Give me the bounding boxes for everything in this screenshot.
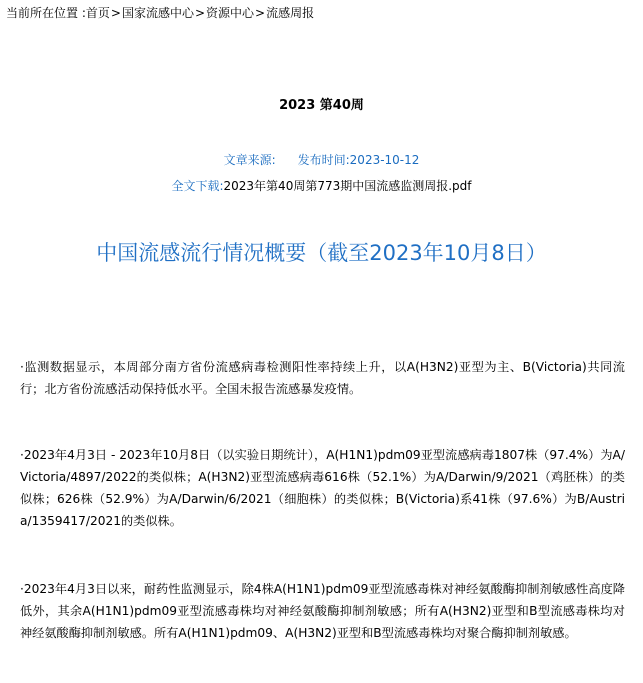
summary-paragraph-resistance: ·2023年4月3日以来，耐药性监测显示，除4株A(H1N1)pdm09亚型流感毒株对神经氨酸酶抑制剂敏感性高度降低外，其余A(H1N1)pdm09亚型流感毒株均对神经氨酸酶抑制剂敏感；所有A(H3N2)亚型和B型流感毒株均对神经氨酸酶抑制剂敏感。所有A(H1N1)pdm09、A(H3N2)亚型和B型流感毒株均对聚合酶抑制剂敏感。 (20, 582, 625, 641)
summary-paragraph-surveillance: ·监测数据显示，本周部分南方省份流感病毒检测阳性率持续上升，以A(H3N2)亚型为主、B(Victoria)共同流行；北方省份流感活动保持低水平。全国未报告流感暴发疫情。 (20, 360, 625, 397)
breadcrumb-link-flu-center[interactable]: 国家流感中心 (121, 6, 194, 20)
date-label: 发布时间: (297, 153, 350, 167)
download-pdf-link[interactable]: 2023年第40周第773期中国流感监测周报.pdf (223, 179, 472, 193)
summary-paragraph-antigenic: ·2023年4月3日 - 2023年10月8日（以实验日期统计），A(H1N1)pdm09亚型流感病毒1807株（97.4%）为A/Victoria/4897/2022的类似株；A(H3N2)亚型流感病毒616株（52.1%）为A/Darwin/9/2021（鸡胚株）的类似株；626株（52.9%）为A/Darwin/6/2021（细胞株）的类似株；B(Victoria)系41株（97.6%）为B/Austria/1359417/2021的类似株。 (20, 448, 625, 529)
issue-title: 2023 第40周 (279, 98, 364, 113)
download-label: 全文下载: (171, 179, 224, 193)
download-line (0, 178, 643, 194)
summary-headline: 中国流感流行情况概要（截至2023年10月8日） (96, 241, 547, 265)
breadcrumb-prefix: 当前所在位置 : (6, 6, 86, 20)
breadcrumb (6, 5, 314, 21)
source-label: 文章来源: (223, 153, 276, 167)
breadcrumb-link-flu-weekly[interactable]: 流感周报 (266, 6, 315, 20)
breadcrumb-link-home[interactable]: 首页 (85, 6, 110, 20)
publish-date: 2023-10-12 (349, 153, 420, 167)
breadcrumb-separator: > (194, 6, 206, 20)
breadcrumb-separator: > (255, 6, 266, 20)
article-meta (0, 152, 643, 168)
breadcrumb-separator: > (110, 6, 121, 20)
breadcrumb-link-resource-center[interactable]: 资源中心 (206, 6, 255, 20)
